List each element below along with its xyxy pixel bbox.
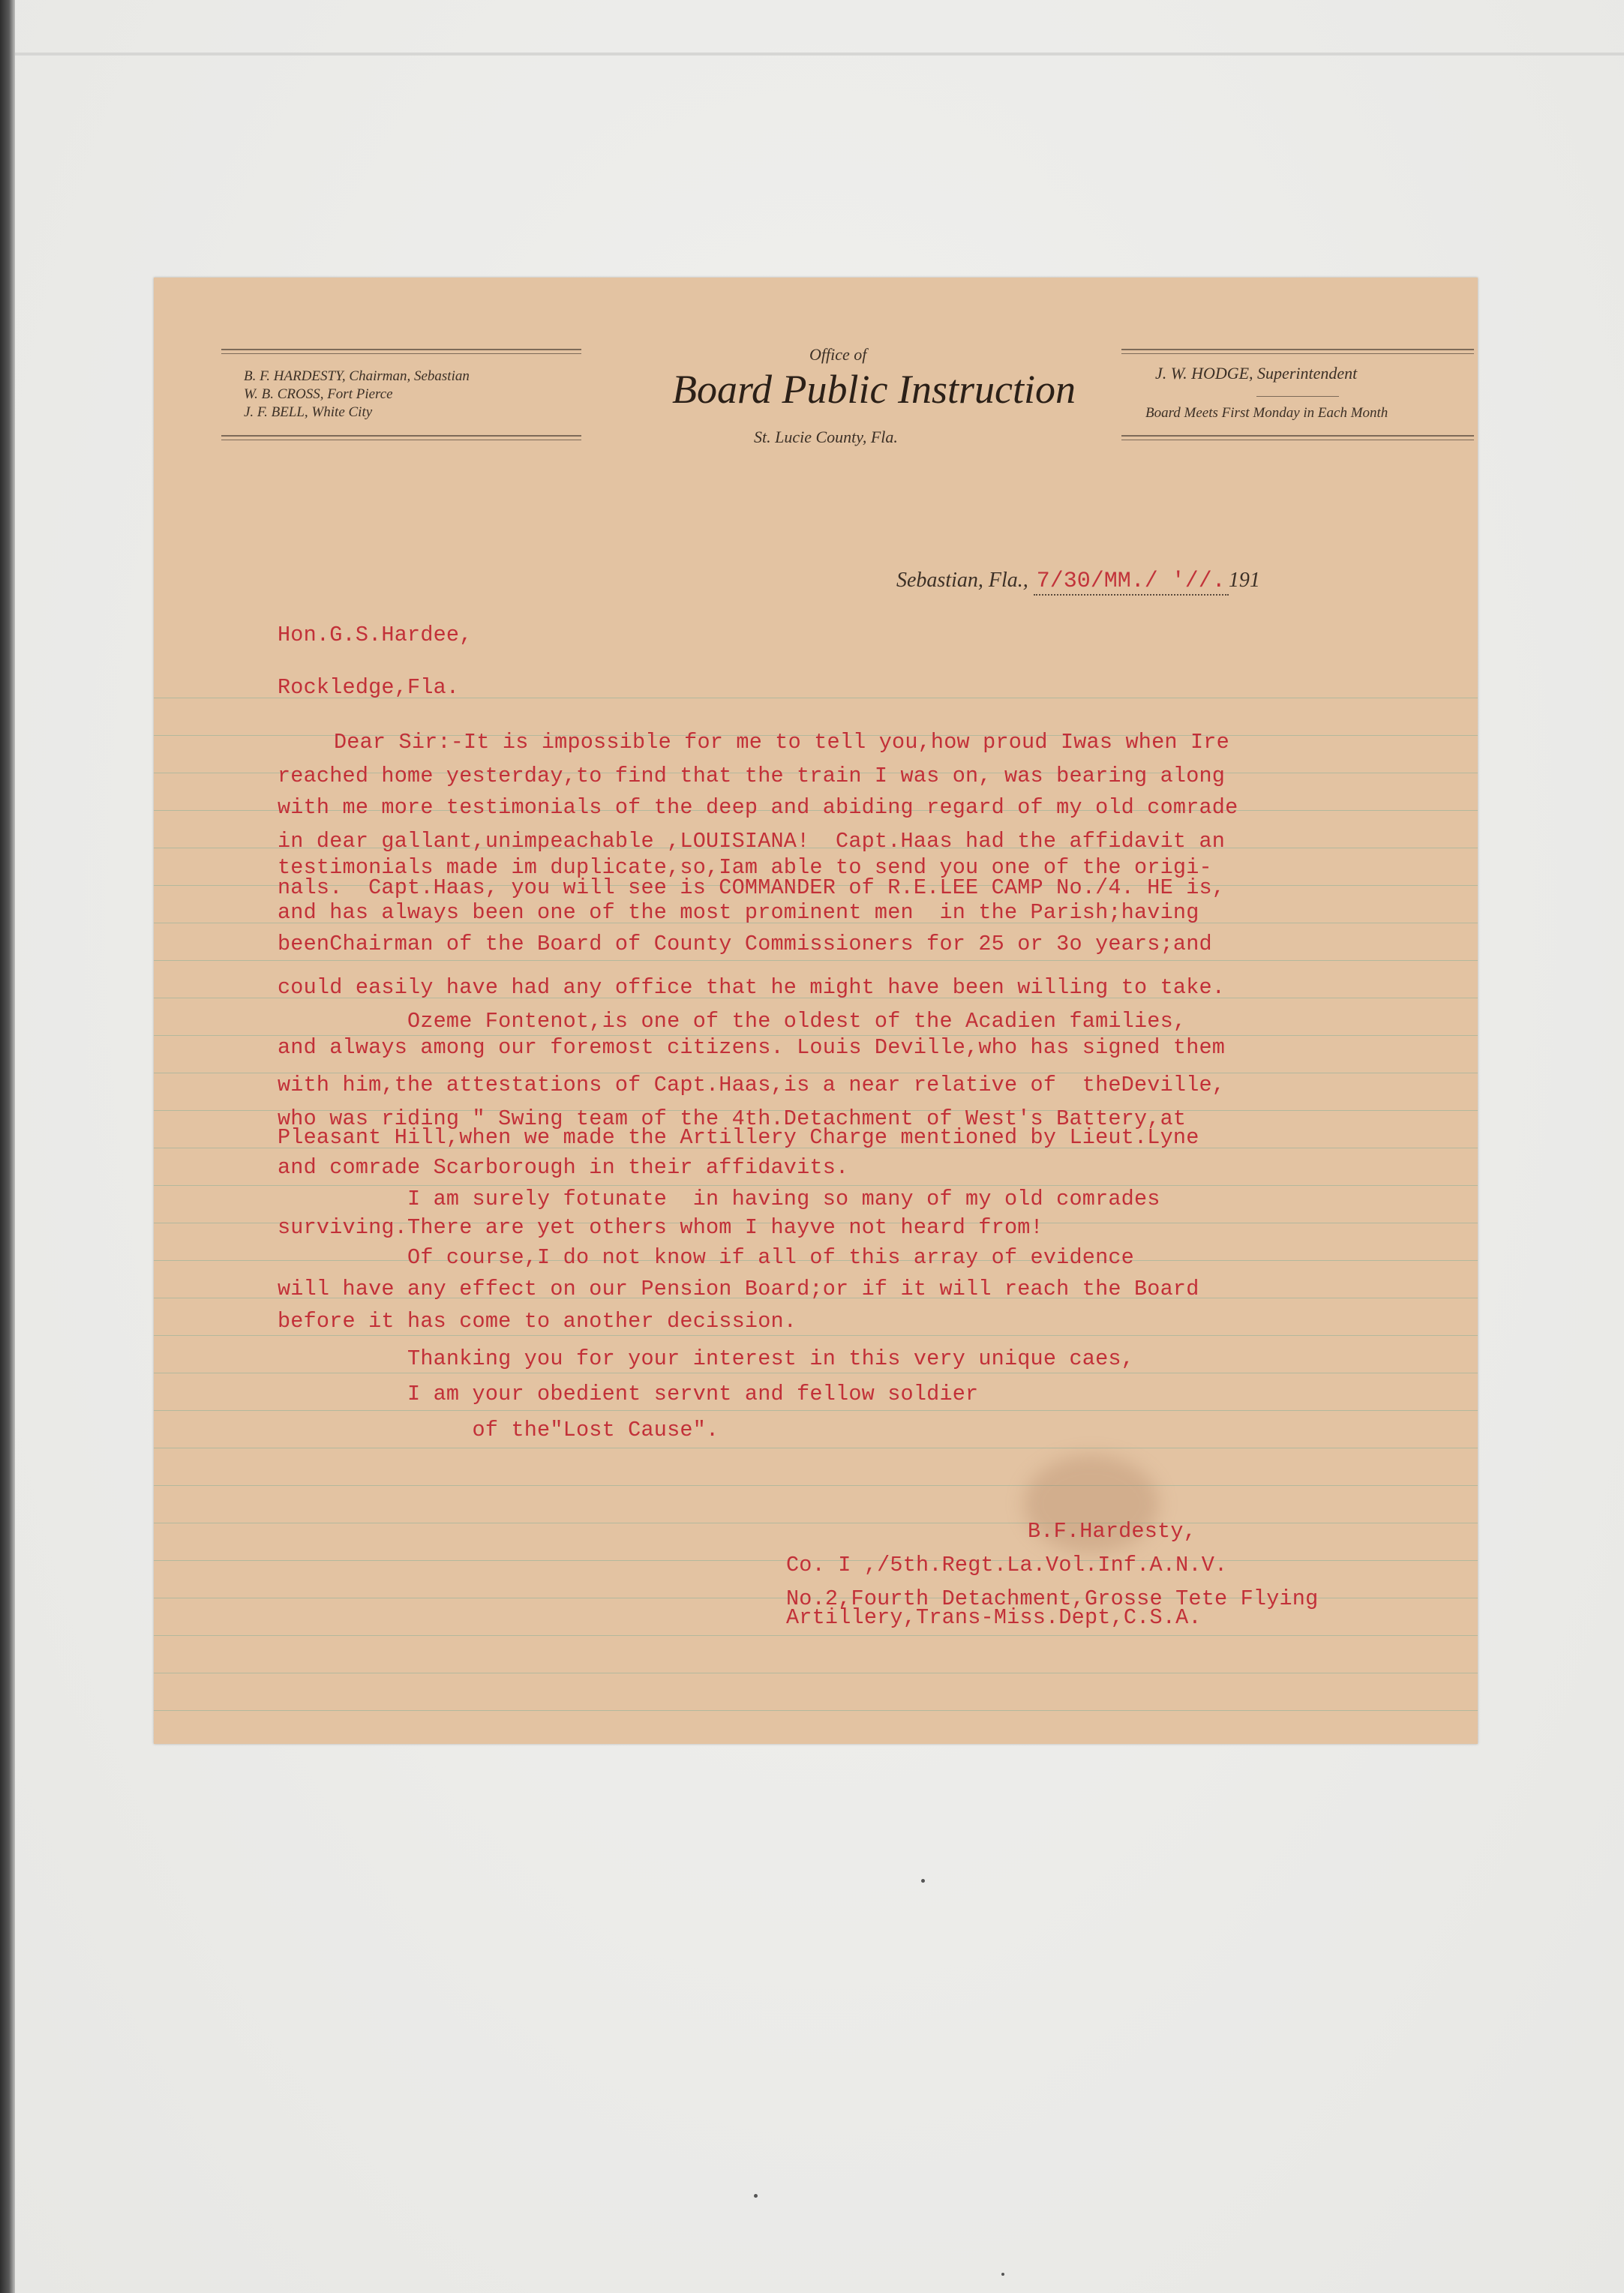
body-line: reached home yesterday,to find that the train I was on, was bearing along	[278, 764, 1226, 788]
signature-line: Co. I ,/5th.Regt.La.Vol.Inf.A.N.V.	[786, 1553, 1228, 1577]
body-line: in dear gallant,unimpeachable ,LOUISIANA! Capt.Haas had the affidavit an	[278, 829, 1226, 854]
body-line: and has always been one of the most prominent men in the Parish;having	[278, 900, 1199, 925]
scanner-top-line	[15, 53, 1624, 56]
body-line: of the"Lost Cause".	[278, 1418, 719, 1442]
signature-line: No.2,Fourth Detachment,Grosse Tete Flying	[786, 1586, 1319, 1611]
body-line: Of course,I do not know if all of this array of evidence	[278, 1245, 1134, 1270]
paper-rule	[154, 1410, 1478, 1411]
body-line: before it has come to another decission.	[278, 1309, 797, 1334]
scanner-edge	[0, 0, 15, 2293]
paper-rule	[154, 1335, 1478, 1336]
addressee: Hon.G.S.Hardee,	[278, 623, 473, 647]
letterhead-rule	[1121, 349, 1474, 350]
body-line: who was riding " Swing team of the 4th.Detachment of West's Battery,at	[278, 1106, 1187, 1131]
signature-line: B.F.Hardesty,	[1028, 1519, 1196, 1544]
body-line: and always among our foremost citizens. Louis Deville,who has signed them	[278, 1035, 1226, 1060]
superintendent-label: J. W. HODGE, Superintendent	[1155, 364, 1358, 383]
paper-rule	[154, 960, 1478, 961]
body-line: Pleasant Hill,when we made the Artillery Charge mentioned by Lieut.Lyne	[278, 1125, 1199, 1150]
dust-speck	[921, 1879, 925, 1883]
paper-rule	[154, 1185, 1478, 1186]
dust-speck	[754, 2194, 758, 2198]
letterhead-rule	[1121, 435, 1474, 437]
body-line: I am surely fotunate in having so many of my old comrades	[278, 1187, 1160, 1211]
member-line: B. F. HARDESTY, Chairman, Sebastian	[244, 368, 470, 384]
dateline	[896, 569, 1260, 594]
letterhead-title: Board Public Instruction	[672, 367, 1076, 412]
paper-rule	[154, 1635, 1478, 1636]
body-line: with him,the attestations of Capt.Haas,is a near relative of theDeville,	[278, 1073, 1226, 1097]
member-line: W. B. CROSS, Fort Pierce	[244, 386, 393, 402]
paper-rule	[154, 1710, 1478, 1711]
county-label: St. Lucie County, Fla.	[754, 428, 898, 446]
board-members	[244, 368, 470, 422]
paper-rule	[154, 1485, 1478, 1486]
body-line: could easily have had any office that he might have been willing to take.	[278, 975, 1226, 1000]
dateline-year: 191	[1228, 569, 1260, 592]
signature-line: Artillery,Trans-Miss.Dept,C.S.A.	[786, 1605, 1202, 1630]
body-line: I am your obedient servnt and fellow soldier	[278, 1382, 979, 1406]
meeting-note: Board Meets First Monday in Each Month	[1145, 405, 1388, 421]
letterhead-rule	[221, 435, 581, 437]
body-line: Dear Sir:-It is impossible for me to tell you,how proud Iwas when Ire	[334, 730, 1229, 755]
dust-speck	[1001, 2273, 1004, 2276]
address: Rockledge,Fla.	[278, 675, 460, 700]
office-of-label: Office of	[809, 345, 867, 364]
body-line: Ozeme Fontenot,is one of the oldest of the Acadien families,	[278, 1009, 1187, 1034]
body-line: surviving.There are yet others whom I hayve not heard from!	[278, 1215, 1043, 1240]
body-line: Thanking you for your interest in this very unique caes,	[278, 1346, 1134, 1371]
letterhead-rule	[1121, 353, 1474, 354]
letterhead-rule	[221, 349, 581, 350]
dateline-place: Sebastian, Fla.,	[896, 569, 1028, 592]
letterhead-rule	[221, 353, 581, 354]
superintendent-rule	[1256, 396, 1339, 397]
body-line: nals. Capt.Haas, you will see is COMMANDER of R.E.LEE CAMP No./4. HE is,	[278, 875, 1226, 900]
member-line: J. F. BELL, White City	[244, 404, 373, 420]
body-line: testimonials made im duplicate,so,Iam able to send you one of the origi-	[278, 855, 1212, 880]
body-line: with me more testimonials of the deep and abiding regard of my old comrade	[278, 795, 1238, 820]
body-line: will have any effect on our Pension Board;or if it will reach the Board	[278, 1277, 1199, 1301]
typed-date: 7/30/MM./ '//.	[1034, 569, 1229, 596]
body-line: and comrade Scarborough in their affidavits.	[278, 1155, 849, 1180]
body-line: beenChairman of the Board of County Commissioners for 25 or 3o years;and	[278, 932, 1212, 956]
letter-paper	[154, 278, 1478, 1744]
